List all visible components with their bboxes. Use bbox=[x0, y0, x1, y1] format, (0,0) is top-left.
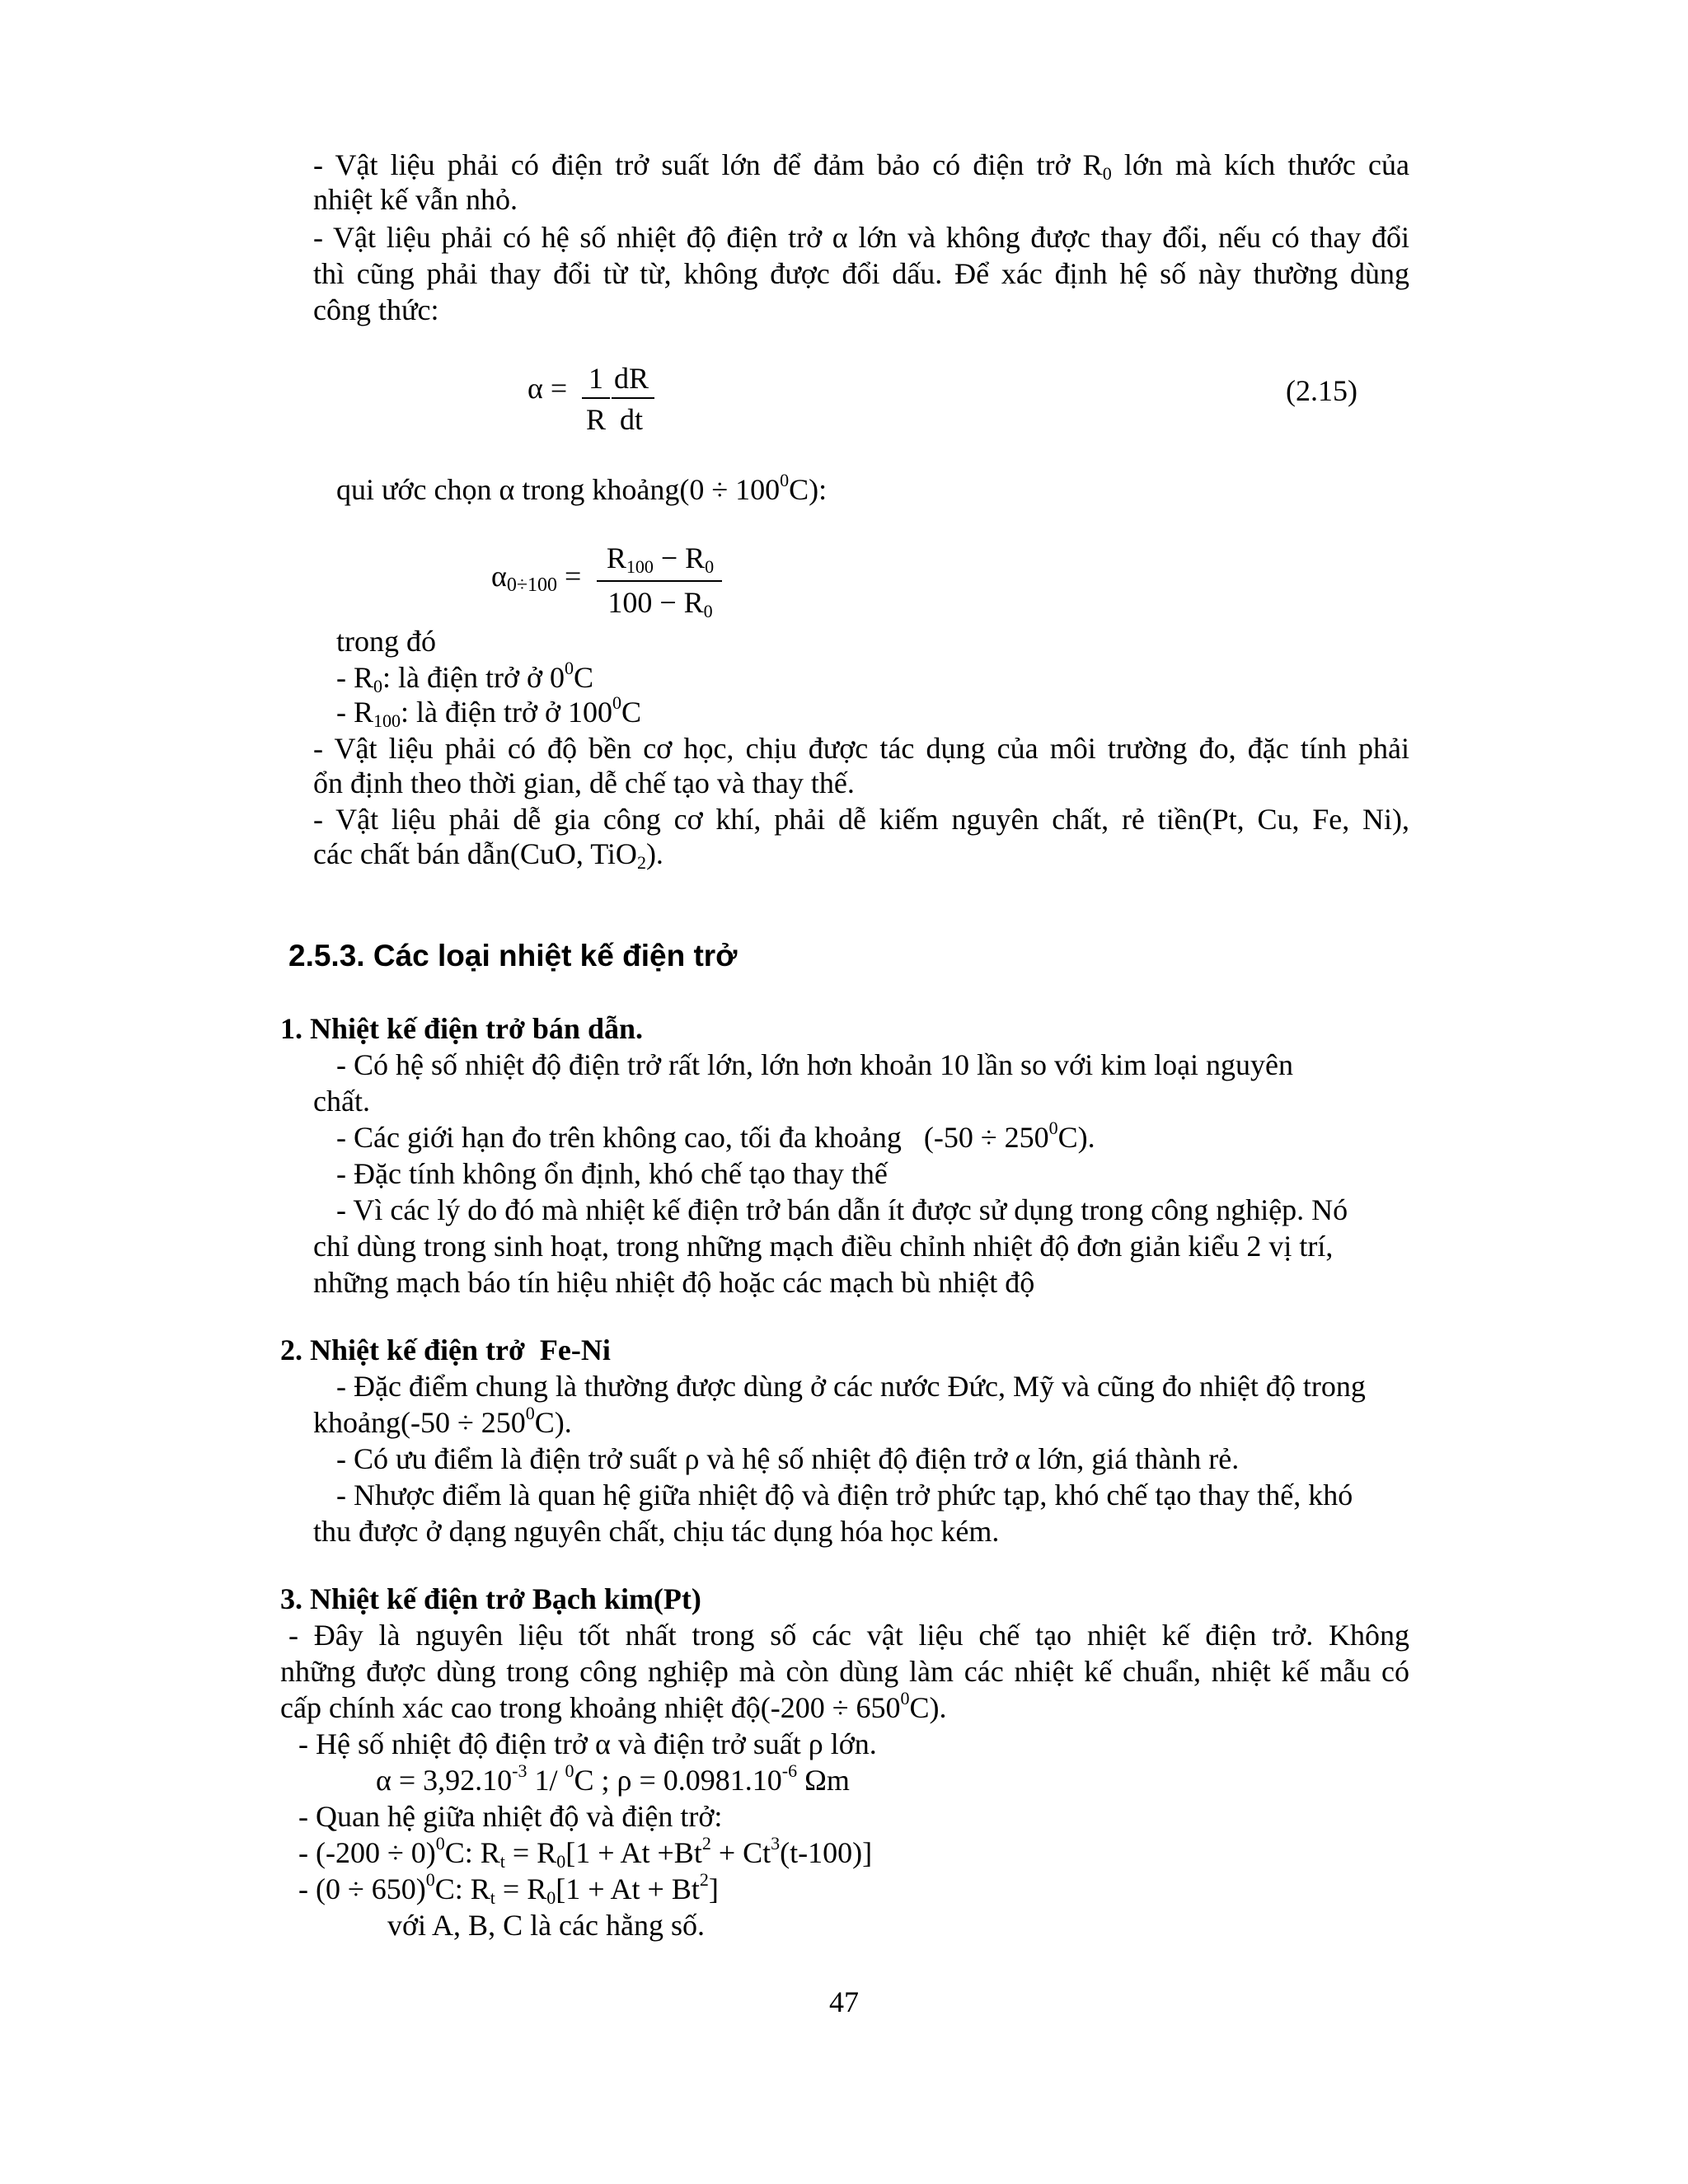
intro-line-5: công thức: bbox=[313, 293, 439, 326]
s1-line-1: - Có hệ số nhiệt độ điện trở rất lớn, lớn hơn khoản 10 lần so với kim loại nguyên bbox=[336, 1048, 1294, 1081]
eq-215-den2: dt bbox=[619, 403, 643, 436]
s3-line-5: $\alpha = 3,92.10^{-3}$ 1/ $^0$C ; $\rho = 0.0981.10^{-6}$ Ωm bbox=[376, 1760, 850, 1797]
s3-line-8: - $(0 \div 650)^0C$: $R_t = R_0[1 + At + Bt^2]$ bbox=[298, 1869, 719, 1908]
s3-line-4: - Hệ số nhiệt độ điện trở α và điện trở suất ρ lớn. bbox=[298, 1727, 877, 1760]
where-r100: - $R_{100}$: là điện trở ở $100^0C$ bbox=[336, 692, 642, 731]
s2-line-2: khoảng(-50 ÷ $250^0C$). bbox=[313, 1403, 572, 1439]
s2-line-5: thu được ở dạng nguyên chất, chịu tác dụng hóa học kém. bbox=[313, 1515, 1000, 1548]
subsection-2-title: 2. Nhiệt kế điện trở Fe-Ni bbox=[280, 1333, 611, 1366]
s1-line-3: - Các giới hạn đo trên không cao, tối đa khoảng $(-50 \div 250^0C)$. bbox=[336, 1118, 1095, 1154]
subsection-3-title: 3. Nhiệt kế điện trở Bạch kim(Pt) bbox=[280, 1582, 701, 1615]
s3-line-7: - $(-200 \div 0)^0C$: $R_t = R_0[1 + At +Bt^2 + Ct^3(t-100)]$ bbox=[298, 1833, 873, 1872]
s2-line-1: - Đặc điểm chung là thường được dùng ở các nước Đức, Mỹ và cũng đo nhiệt độ trong bbox=[336, 1370, 1366, 1403]
page-number: 47 bbox=[829, 1985, 859, 2018]
where-title: trong đó bbox=[336, 625, 436, 658]
s1-line-4: - Đặc tính không ổn định, khó chế tạo thay thế bbox=[336, 1157, 888, 1190]
s1-line-5: - Vì các lý do đó mà nhiệt kế điện trở bán dẫn ít được sử dụng trong công nghiệp. Nó bbox=[336, 1193, 1348, 1226]
s1-line-7: những mạch báo tín hiệu nhiệt độ hoặc các mạch bù nhiệt độ bbox=[313, 1266, 1035, 1299]
s3-line-9: với A, B, C là các hằng số. bbox=[387, 1909, 705, 1942]
req-line-2: ổn định theo thời gian, dễ chế tạo và thay thế. bbox=[313, 766, 855, 799]
s3-line-3: cấp chính xác cao trong khoảng nhiệt độ(-200 ÷ $650^0C$). bbox=[280, 1688, 947, 1724]
s2-line-4: - Nhược điểm là quan hệ giữa nhiệt độ và điện trở phức tạp, khó chế tạo thay thế, khó bbox=[336, 1479, 1353, 1511]
intro-line-4: thì cũng phải thay đổi từ từ, không được đổi dấu. Để xác định hệ số này thường dùng bbox=[313, 257, 1409, 290]
eq-alpha-denominator: $100 - R_0$ bbox=[607, 586, 713, 621]
eq-215-den1: R bbox=[585, 403, 606, 436]
s3-line-1: - Đây là nguyên liệu tốt nhất trong số các vật liệu chế tạo nhiệt kế điện trở. Không bbox=[288, 1619, 1409, 1652]
s1-line-6: chỉ dùng trong sinh hoạt, trong những mạch điều chỉnh nhiệt độ đơn giản kiểu 2 vị trí, bbox=[313, 1230, 1334, 1263]
req-line-3: - Vật liệu phải dễ gia công cơ khí, phải dễ kiếm nguyên chất, rẻ tiền(Pt, Cu, Fe, Ni), bbox=[313, 803, 1409, 836]
s1-line-2: chất. bbox=[313, 1085, 370, 1118]
eq-alpha-bar bbox=[597, 580, 722, 582]
eq-215-bar2 bbox=[612, 397, 654, 399]
intro-line-1: - Vật liệu phải có điện trở suất lớn để đảm bảo có điện trở $R_0$ lớn mà kích thước của bbox=[313, 148, 1409, 184]
equation-label: (2.15) bbox=[1286, 374, 1357, 407]
where-r0: - $R_0$: là điện trở ở $0^0C$ bbox=[336, 658, 594, 696]
s2-line-3: - Có ưu điểm là điện trở suất ρ và hệ số nhiệt độ điện trở α lớn, giá thành rẻ. bbox=[336, 1442, 1240, 1475]
eq-215-lhs: α = bbox=[528, 372, 568, 405]
s3-line-2: những được dùng trong công nghiệp mà còn dùng làm các nhiệt kế chuẩn, nhiệt kế mẫu có bbox=[280, 1655, 1409, 1688]
subsection-1-title: 1. Nhiệt kế điện trở bán dẫn. bbox=[280, 1012, 643, 1045]
eq-alpha-lhs: $\alpha_{0\div 100}$ = bbox=[491, 560, 582, 596]
req-line-1: - Vật liệu phải có độ bền cơ học, chịu được tác dụng của môi trường đo, đặc tính phải bbox=[313, 732, 1409, 765]
eq-215-bar1 bbox=[582, 397, 610, 399]
section-heading: 2.5.3. Các loại nhiệt kế điện trở bbox=[288, 939, 738, 972]
s3-line-6: - Quan hệ giữa nhiệt độ và điện trở: bbox=[298, 1800, 723, 1833]
intro-line-3: - Vật liệu phải có hệ số nhiệt độ điện trở α lớn và không được thay đổi, nếu có thay đổi bbox=[313, 221, 1409, 254]
eq-alpha-numerator: $R_{100} - R_0$ bbox=[606, 541, 715, 577]
intro-line-2: nhiệt kế vẫn nhỏ. bbox=[313, 183, 518, 216]
eq-215-num1: 1 bbox=[588, 362, 603, 395]
eq-215-num2: dR bbox=[613, 362, 649, 395]
convention-line: qui ước chọn α trong khoảng(0 ÷ $100^0C$): bbox=[336, 470, 828, 506]
req-line-4: các chất bán dẫn(CuO, TiO$_2$). bbox=[313, 837, 663, 873]
